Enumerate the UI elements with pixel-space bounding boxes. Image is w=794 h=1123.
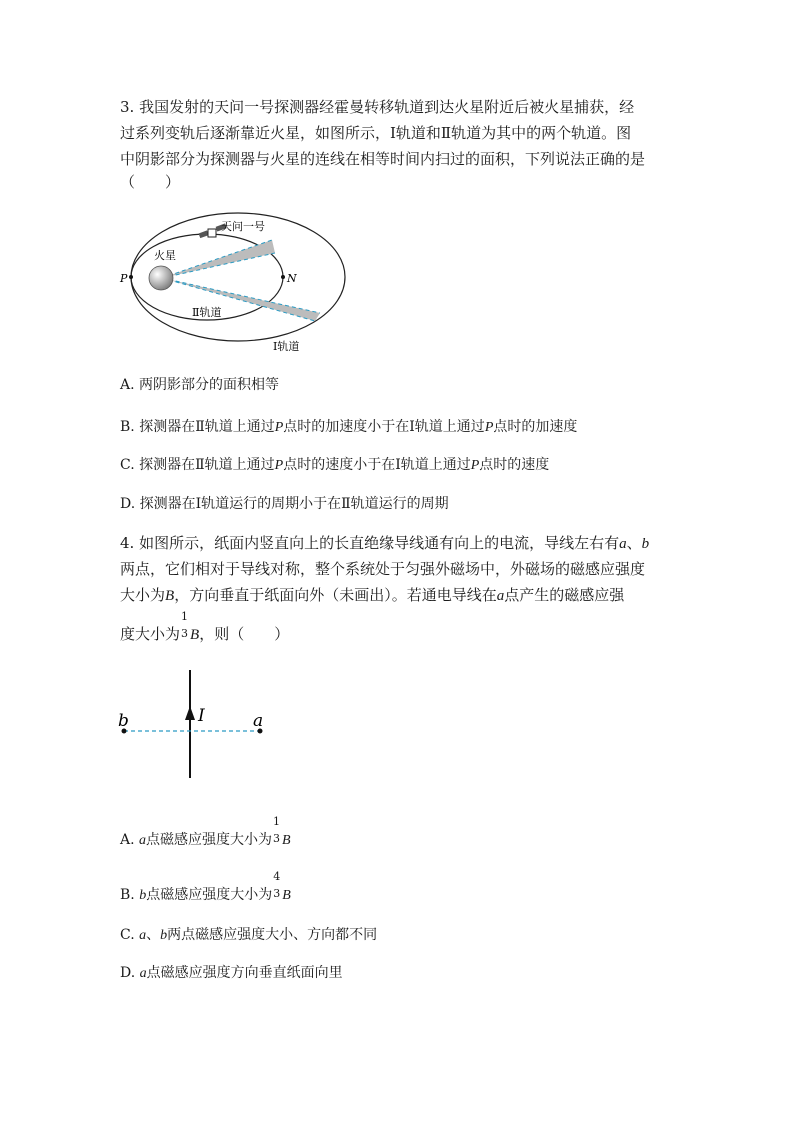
q3-stem-line-3: 中阴影部分为探测器与火星的连线在相等时间内扫过的面积，下列说法正确的是 bbox=[120, 150, 646, 168]
q3-option-c-text-1: C. 探测器在Ⅱ轨道上通过 bbox=[120, 457, 275, 473]
q4-option-c-var-a: a bbox=[139, 928, 147, 943]
q4-stem-line-3-pre: 大小为 bbox=[120, 586, 166, 604]
q4-option-a-numerator: 1 bbox=[273, 815, 281, 828]
q4-stem-var-a-2: a bbox=[496, 588, 505, 604]
q4-option-c[interactable] bbox=[120, 925, 377, 946]
point-p-label: P bbox=[120, 272, 128, 285]
q4-option-a[interactable] bbox=[120, 815, 291, 851]
probe-label: 天问一号 bbox=[221, 220, 265, 233]
q3-option-c-text-2: 点时的速度小于在Ⅰ轨道上通过 bbox=[283, 457, 471, 473]
q4-wire-figure bbox=[110, 668, 280, 783]
mars-label: 火星 bbox=[154, 249, 176, 262]
q4-option-b-B: B bbox=[282, 888, 291, 903]
q3-option-b[interactable] bbox=[120, 417, 577, 438]
current-label: I bbox=[198, 706, 205, 726]
dashed-line-upper-1 bbox=[162, 240, 272, 278]
q3-stem-line-2: 过系列变轨后逐渐靠近火星，如图所示，Ⅰ轨道和Ⅱ轨道为其中的两个轨道。图 bbox=[120, 124, 632, 142]
q4-stem-sep: 、 bbox=[626, 534, 642, 552]
q4-option-a-denominator: 3 bbox=[273, 832, 281, 845]
q3-option-b-text-2: 点时的加速度小于在Ⅰ轨道上通过 bbox=[283, 419, 485, 435]
q3-orbit-figure bbox=[110, 205, 360, 355]
q4-stem-line-3-mid: ，方向垂直于纸面向外（未画出）。若通电导线在 bbox=[174, 586, 497, 604]
orbit-2-label: Ⅱ轨道 bbox=[192, 306, 222, 319]
q3-stem-line-1: 3. 我国发射的天问一号探测器经霍曼转移轨道到达火星附近后被火星捕获，经 bbox=[120, 98, 635, 116]
q4-stem-var-B-2: B bbox=[190, 627, 200, 643]
q4-option-c-var-b: b bbox=[160, 928, 168, 943]
fraction-numerator: 1 bbox=[181, 610, 189, 623]
q4-stem-line-3 bbox=[120, 585, 624, 606]
q4-stem-line-1 bbox=[120, 533, 649, 554]
q3-option-b-text-1: B. 探测器在Ⅱ轨道上通过 bbox=[120, 419, 275, 435]
point-b-label: b bbox=[118, 711, 129, 731]
q3-option-b-p2: P bbox=[484, 420, 494, 435]
q4-option-b-var: b bbox=[139, 888, 147, 903]
q3-option-c-p2: P bbox=[470, 458, 480, 473]
point-p-dot bbox=[129, 275, 133, 279]
q4-option-a-text: 点磁感应强度大小为 bbox=[146, 832, 273, 848]
q4-option-d-var: a bbox=[139, 966, 147, 981]
q4-stem-var-a: a bbox=[619, 536, 627, 552]
q4-stem-var-b: b bbox=[641, 536, 650, 552]
dashed-line-upper-2 bbox=[162, 253, 275, 278]
q3-option-b-p1: P bbox=[274, 420, 284, 435]
q3-option-c-text-3: 点时的速度 bbox=[479, 457, 550, 473]
q3-option-b-text-3: 点时的加速度 bbox=[493, 419, 578, 435]
q4-option-b-fraction bbox=[272, 870, 282, 901]
point-n-dot bbox=[281, 275, 285, 279]
q4-option-c-letter: C. bbox=[120, 927, 135, 943]
mars-planet bbox=[149, 266, 173, 290]
q4-option-c-sep: 、 bbox=[146, 927, 161, 943]
fraction-denominator: 3 bbox=[181, 627, 189, 640]
q3-option-c[interactable] bbox=[120, 455, 549, 476]
current-arrow-icon bbox=[185, 706, 195, 720]
q4-stem-line-3-post: 点产生的磁感应强 bbox=[504, 586, 625, 604]
fraction-one-third bbox=[180, 610, 190, 641]
q4-option-b-letter: B. bbox=[120, 887, 135, 903]
q4-option-a-fraction bbox=[272, 815, 282, 846]
q4-stem-line-4-pre: 度大小为 bbox=[120, 625, 181, 643]
point-a-label: a bbox=[253, 711, 264, 731]
q4-option-d-letter: D. bbox=[120, 965, 136, 981]
q3-option-d[interactable]: D. 探测器在Ⅰ轨道运行的周期小于在Ⅱ轨道运行的周期 bbox=[120, 496, 449, 512]
q3-answer-bracket: （ ） bbox=[120, 173, 181, 191]
q4-stem-line-4-post: ，则（ ） bbox=[199, 625, 290, 643]
q4-option-b-denominator: 3 bbox=[273, 887, 281, 900]
orbit-1-label: Ⅰ轨道 bbox=[273, 340, 300, 353]
q4-option-b[interactable] bbox=[120, 870, 291, 906]
q4-option-b-text: 点磁感应强度大小为 bbox=[146, 887, 273, 903]
q4-option-a-var: a bbox=[139, 833, 147, 848]
q4-stem-var-B: B bbox=[165, 588, 175, 604]
q4-stem-line-1-text: 4. 如图所示，纸面内竖直向上的长直绝缘导线通有向上的电流，导线左右有 bbox=[120, 534, 620, 552]
q3-option-c-p1: P bbox=[274, 458, 284, 473]
q4-option-b-numerator: 4 bbox=[273, 870, 281, 883]
q4-option-d[interactable] bbox=[120, 963, 343, 984]
q4-stem-line-4 bbox=[120, 610, 290, 645]
q4-option-d-text: 点磁感应强度方向垂直纸面向里 bbox=[146, 965, 343, 981]
point-n-label: N bbox=[287, 272, 297, 285]
q4-stem-line-2: 两点，它们相对于导线对称，整个系统处于匀强外磁场中，外磁场的磁感应强度 bbox=[120, 560, 646, 578]
q4-option-a-B: B bbox=[282, 833, 291, 848]
q3-option-a[interactable]: A. 两阴影部分的面积相等 bbox=[120, 377, 280, 393]
q4-option-c-text: 两点磁感应强度大小、方向都不同 bbox=[167, 927, 378, 943]
q4-option-a-letter: A. bbox=[120, 832, 135, 848]
